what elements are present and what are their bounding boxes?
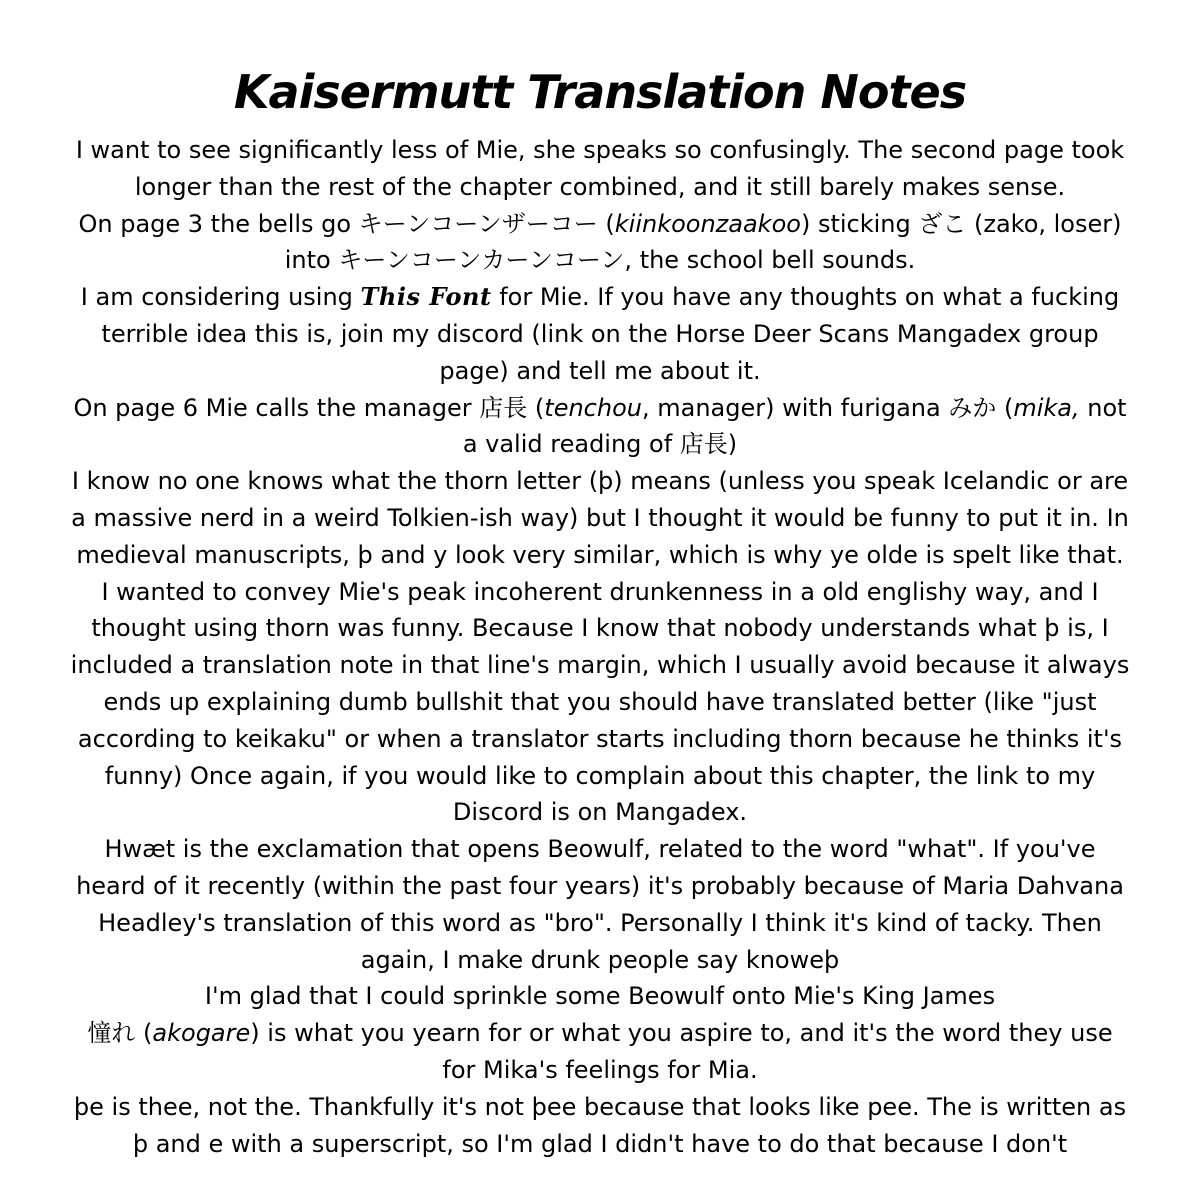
page-title: Kaisermutt Translation Notes	[233, 65, 967, 119]
note-thee: þe is thee, not the. Thankfully it's not þee because that looks like pee. The is written as þ and e with a superscript, so I'm glad I didn't have to do that because I don't	[73, 1092, 1127, 1158]
note-font-text-c: for Mie. If you have any thoughts on what a fucking terrible idea this is, join my discord (link on the Horse Deer Scans Mangadex group page) and tell me about it.	[101, 283, 1120, 385]
note-manager-romaji: tenchou	[544, 393, 642, 422]
note-akogare-text-c: ) is what you yearn for or what you aspire to, and it's the word they use for Mika's feelings for Mia.	[250, 1019, 1113, 1084]
note-manager-text-e: not a valid reading of 店長)	[462, 393, 1127, 459]
note-akogare-romaji: akogare	[152, 1019, 251, 1048]
note-beowulf: I'm glad that I could sprinkle some Beowulf onto Mie's King James	[204, 982, 996, 1011]
note-hwaet: Hwæt is the exclamation that opens Beowulf, related to the word "what". If you've heard of it recently (within the past four years) it's probably because of Maria Dahvana Headley's translation of this word as "bro". Personally I think it's kind of tacky. Then again, I make drunk people say knoweþ	[76, 835, 1124, 974]
this-font-sample: This Font	[360, 282, 492, 312]
note-bells	[70, 206, 1130, 280]
note-manager-text-a: On page 6 Mie calls the manager 店長 (	[73, 393, 545, 422]
note-akogare	[70, 1015, 1130, 1089]
note-bells-text-a: On page 3 the bells go キーンコーンザーコー (	[78, 209, 615, 238]
note-mie-confusing: I want to see significantly less of Mie, she speaks so confusingly. The second page took longer than the rest of the chapter combined, and it still barely makes sense.	[75, 136, 1125, 201]
note-manager	[70, 390, 1130, 464]
notes-body	[70, 132, 1130, 1162]
note-thorn: I know no one knows what the thorn letter (þ) means (unless you speak Icelandic or are a massive nerd in a weird Tolkien-ish way) but I thought it would be funny to put it in. In medieval manuscripts, þ and y look very similar, which is why ye olde is spelt like that. I wanted to convey Mie's peak incoherent drunkenness in a old englishy way, and I thought using thorn was funny. Because I know that nobody understands what þ is, I included a translation note in that line's margin, which I usually avoid because it always ends up explaining dumb bullshit that you should have translated better (like "just according to keikaku" or when a translator starts including thorn because he thinks it's funny) Once again, if you would like to complain about this chapter, the link to my Discord is on Mangadex.	[70, 467, 1130, 827]
note-font	[70, 279, 1130, 389]
note-bells-romaji: kiinkoonzaakoo	[614, 209, 801, 238]
note-bells-text-c: ) sticking ざこ (zako, loser) into キーンコーンカーンコーン, the school bell sounds.	[284, 209, 1122, 275]
note-akogare-text-a: 憧れ (	[87, 1019, 153, 1048]
note-font-text-a: I am considering using	[80, 283, 361, 312]
note-manager-mika: mika,	[1013, 393, 1080, 422]
note-manager-text-c: , manager) with furigana みか (	[641, 393, 1014, 422]
